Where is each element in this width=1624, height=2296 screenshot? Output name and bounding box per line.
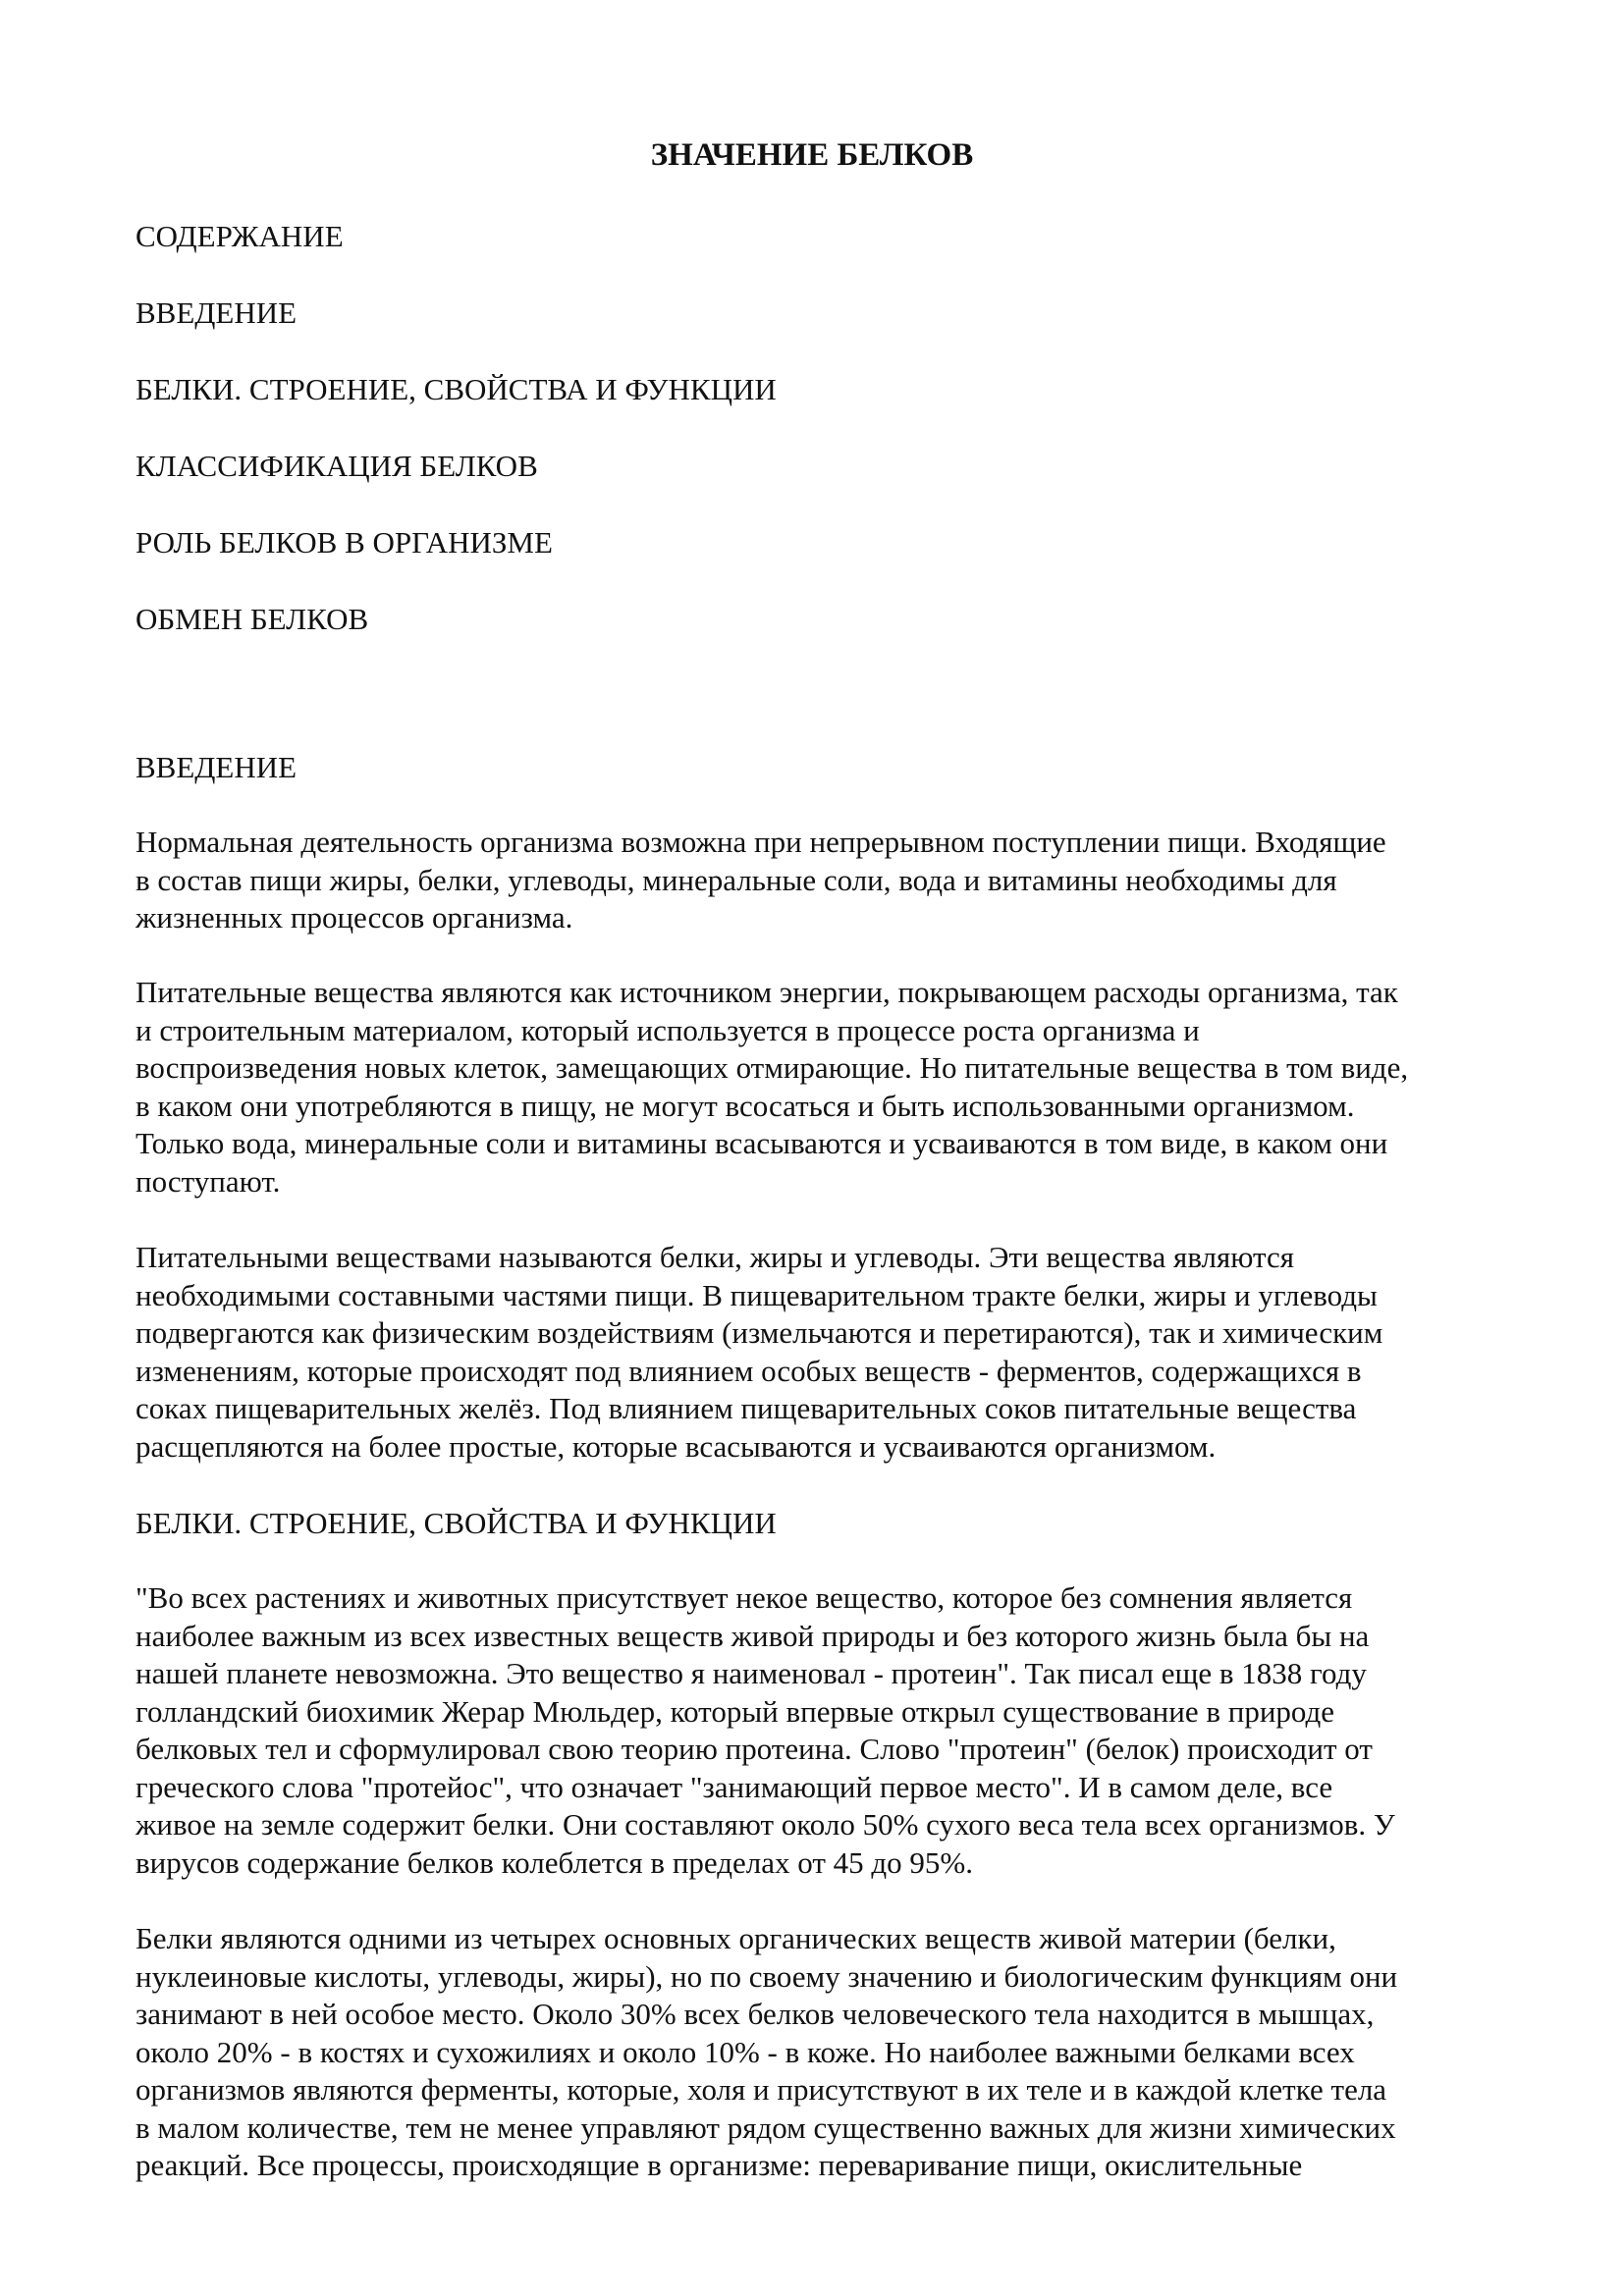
text-line: нашей планете невозможна. Это вещество я наименовал - протеин". Так писал еще в 1838 году: [135, 1656, 1367, 1690]
text-line: около 20% - в костях и сухожилиях и около 10% - в коже. Но наиболее важными белками всех: [135, 2034, 1355, 2069]
text-line: "Во всех растениях и животных присутствует некое вещество, которое без сомнения является: [135, 1580, 1353, 1615]
proteins-paragraph-1: [135, 1579, 1510, 1882]
text-line: в малом количестве, тем не менее управляют рядом существенно важных для жизни химических: [135, 2109, 1396, 2145]
text-line: жизненных процессов организма.: [135, 900, 573, 934]
document-title: ЗНАЧЕНИЕ БЕЛКОВ: [650, 137, 974, 173]
text-line: Только вода, минеральные соли и витамины всасываются и усваиваются в том виде, в каком они: [135, 1126, 1388, 1160]
text-line: и строительным материалом, который используется в процессе роста организма и: [135, 1012, 1200, 1047]
intro-paragraph-3: [135, 1239, 1510, 1466]
text-line: в состав пищи жиры, белки, углеводы, минеральные соли, вода и витамины необходимы для: [135, 862, 1337, 897]
text-line: белковых тел и сформулировал свою теорию протеина. Слово "протеин" (белок) происходит от: [135, 1732, 1373, 1766]
intro-heading: ВВЕДЕНИЕ: [135, 750, 298, 784]
text-line: греческого слова "протейос", что означает "занимающий первое место". И в самом деле, все: [135, 1769, 1333, 1804]
text-line: наиболее важным из всех известных веществ живой природы и без которого жизнь была бы на: [135, 1618, 1370, 1653]
text-line: в каком они употребляются в пищу, не могут всосаться и быть использованными организмом.: [135, 1088, 1355, 1123]
text-line: расщепляются на более простые, которые всасываются и усваиваются организмом.: [135, 1428, 1217, 1464]
toc-item-role: РОЛЬ БЕЛКОВ В ОРГАНИЗМЕ: [135, 525, 553, 560]
text-line: организмов являются ферменты, которые, холя и присутствуют в их теле и в каждой клетке тела: [135, 2072, 1387, 2107]
toc-heading: СОДЕРЖАНИЕ: [135, 219, 344, 253]
intro-paragraph-2: [135, 974, 1510, 1201]
text-line: вирусов содержание белков колеблется в пределах от 45 до 95%.: [135, 1844, 973, 1880]
text-line: поступают.: [135, 1163, 281, 1199]
toc-item-introduction: ВВЕДЕНИЕ: [135, 295, 298, 330]
text-line: необходимыми составными частями пищи. В пищеварительном тракте белки, жиры и углеводы: [135, 1277, 1378, 1312]
text-line: соках пищеварительных желёз. Под влиянием пищеварительных соков питательные вещества: [135, 1391, 1357, 1425]
text-line: нуклеиновые кислоты, углеводы, жиры), но по своему значению и биологическим функциям они: [135, 1958, 1398, 1994]
text-line: Белки являются одними из четырех основных органических веществ живой материи (белки,: [135, 1921, 1336, 1955]
intro-paragraph-1: [135, 824, 1510, 937]
text-line: воспроизведения новых клеток, замещающих отмирающие. Но питательные вещества в том виде,: [135, 1050, 1409, 1085]
text-line: Нормальная деятельность организма возможна при непрерывном поступлении пищи. Входящие: [135, 825, 1386, 859]
text-line: занимают в ней особое место. Около 30% всех белков человеческого тела находится в мышцах,: [135, 1997, 1375, 2031]
table-of-contents: [135, 217, 1490, 676]
text-line: подвергаются как физическим воздействиям (измельчаются и перетираются), так и химическим: [135, 1315, 1383, 1350]
proteins-paragraph-2: [135, 1920, 1510, 2185]
toc-item-classification: КЛАССИФИКАЦИЯ БЕЛКОВ: [135, 449, 538, 483]
text-line: реакций. Все процессы, происходящие в организме: переваривание пищи, окислительные: [135, 2148, 1303, 2182]
proteins-heading: БЕЛКИ. СТРОЕНИЕ, СВОЙСТВА И ФУНКЦИИ: [135, 1506, 777, 1540]
text-line: изменениям, которые происходят под влиянием особых веществ - ферментов, содержащихся в: [135, 1353, 1362, 1388]
text-line: голландский биохимик Жерар Мюльдер, который впервые открыл существование в природе: [135, 1693, 1335, 1729]
text-line: Питательными веществами называются белки, жиры и углеводы. Эти вещества являются: [135, 1240, 1294, 1274]
text-line: живое на земле содержит белки. Они составляют около 50% сухого веса тела всех организмов. У: [135, 1807, 1395, 1842]
text-line: Питательные вещества являются как источником энергии, покрывающем расходы организма, так: [135, 975, 1398, 1009]
toc-item-metabolism: ОБМЕН БЕЛКОВ: [135, 602, 369, 636]
toc-item-proteins-structure: БЕЛКИ. СТРОЕНИЕ, СВОЙСТВА И ФУНКЦИИ: [135, 372, 777, 406]
